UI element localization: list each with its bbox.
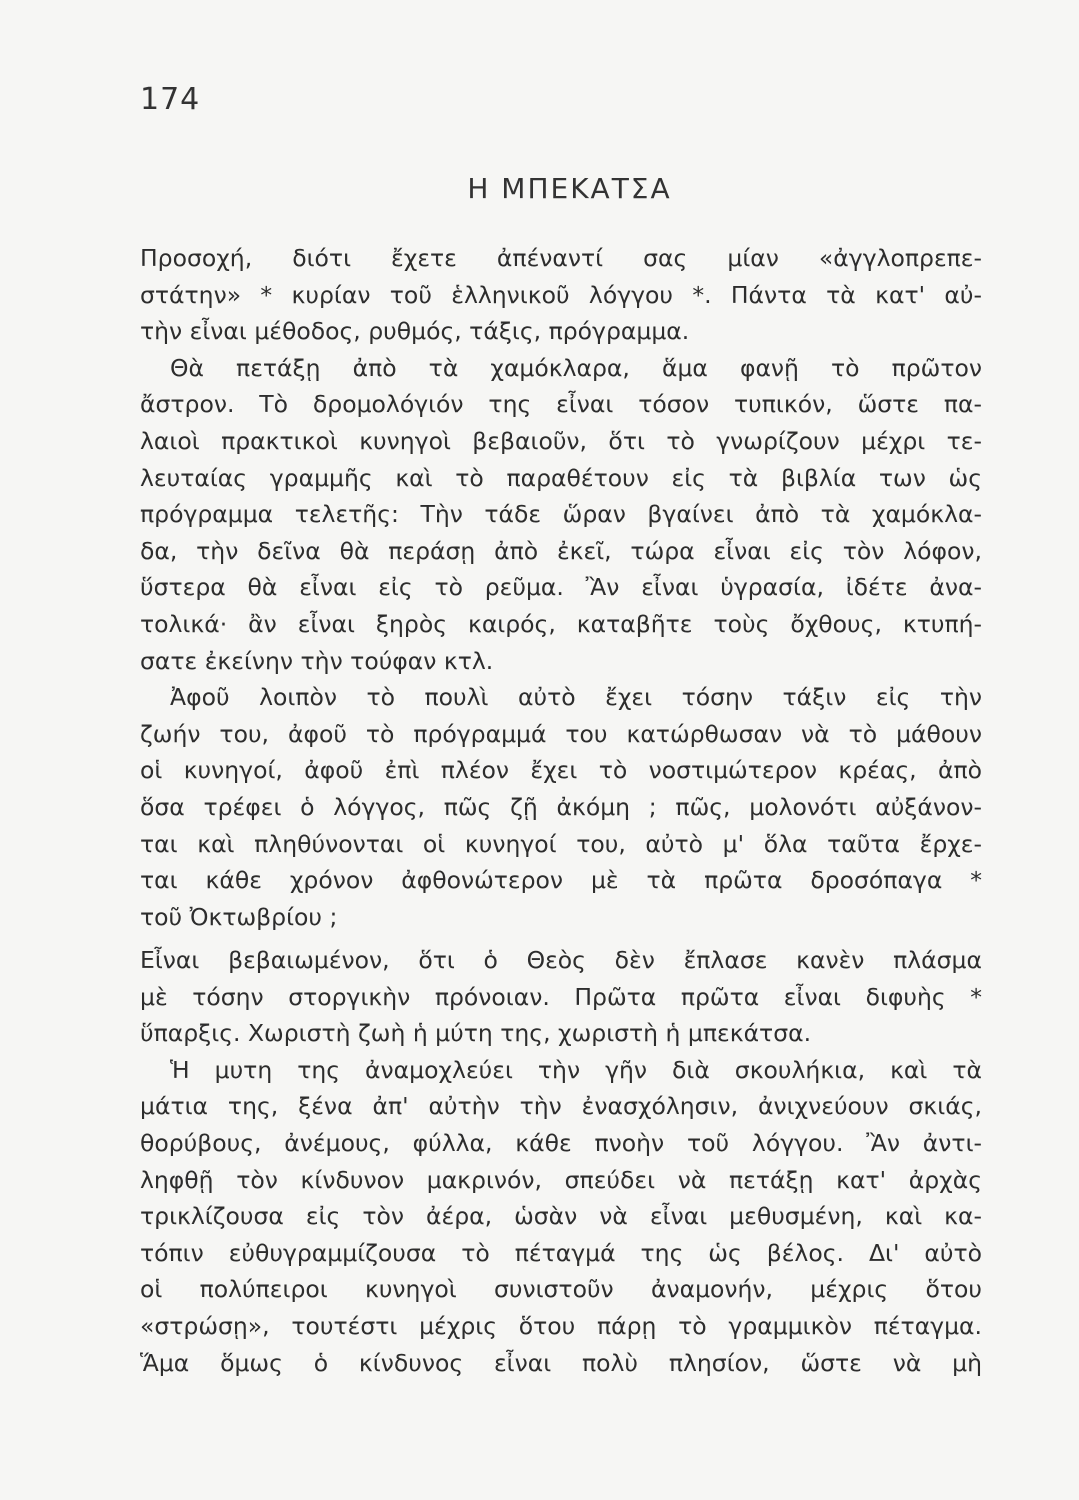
text-line: τὴν εἶναι μέθοδος, ρυθμός, τάξις, πρόγραμμα. [140, 317, 690, 346]
paragraph [140, 350, 982, 679]
text-line: τόπιν εὐθυγραμμίζουσα τὸ πέταγμά της ὡς βέλος. Δι' αὐτὸ [140, 1238, 982, 1267]
paragraph [140, 240, 982, 350]
text-line: μάτια της, ξένα ἀπ' αὐτὴν τὴν ἐνασχόλησιν, ἀνιχνεύουν σκιάς, [140, 1092, 982, 1121]
text-line: ληφθῇ τὸν κίνδυνον μακρινόν, σπεύδει νὰ πετάξῃ κατ' ἀρχὰς [140, 1165, 982, 1194]
text-line: ἄστρον. Τὸ δρομολόγιόν της εἶναι τόσον τυπικόν, ὥστε πα- [140, 390, 982, 419]
text-line: οἱ κυνηγοί, ἀφοῦ ἐπὶ πλέον ἔχει τὸ νοστιμώτερον κρέας, ἀπὸ [140, 756, 982, 785]
page-number: 174 [140, 82, 201, 117]
paragraph [140, 679, 982, 935]
paragraph [140, 1052, 982, 1381]
text-line: τρικλίζουσα εἰς τὸν ἀέρα, ὡσὰν νὰ εἶναι μεθυσμένη, καὶ κα- [140, 1202, 982, 1231]
text-line: λευταίας γραμμῆς καὶ τὸ παραθέτουν εἰς τὰ βιβλία των ὡς [140, 463, 982, 492]
text-section-2 [140, 942, 982, 1381]
text-line: ὕπαρξις. Χωριστὴ ζωὴ ἡ μύτη της, χωριστὴ ἡ μπεκάτσα. [140, 1019, 812, 1048]
text-line: λαιοὶ πρακτικοὶ κυνηγοὶ βεβαιοῦν, ὅτι τὸ γνωρίζουν μέχρι τε- [140, 426, 982, 455]
text-line: οἱ πολύπειροι κυνηγοὶ συνιστοῦν ἀναμονήν, μέχρις ὅτου [140, 1275, 982, 1304]
text-line: Θὰ πετάξῃ ἀπὸ τὰ χαμόκλαρα, ἅμα φανῇ τὸ πρῶτον [170, 353, 982, 382]
text-line: τοῦ Ὀκτωβρίου ; [140, 902, 338, 931]
text-line: Ἅμα ὅμως ὁ κίνδυνος εἶναι πολὺ πλησίον, ὥστε νὰ μὴ [140, 1348, 982, 1377]
text-line: πρόγραμμα τελετῆς: Τὴν τάδε ὥραν βγαίνει ἀπὸ τὰ χαμόκλα- [140, 500, 982, 529]
chapter-title: Η ΜΠΕΚΑΤΣΑ [467, 172, 672, 205]
text-section-1 [140, 240, 982, 935]
text-line: ται καὶ πληθύνονται οἱ κυνηγοί του, αὐτὸ μ' ὅλα ταῦτα ἔρχε- [140, 829, 982, 858]
text-line: ται κάθε χρόνον ἀφθονώτερον μὲ τὰ πρῶτα δροσόπαγα * [140, 866, 982, 895]
text-line: στάτην» * κυρίαν τοῦ ἑλληνικοῦ λόγγου *. Πάντα τὰ κατ' αὐ- [140, 280, 982, 309]
text-line: «στρώσῃ», τουτέστι μέχρις ὅτου πάρῃ τὸ γραμμικὸν πέταγμα. [140, 1311, 982, 1340]
text-line: ὅσα τρέφει ὁ λόγγος, πῶς ζῇ ἀκόμη ; πῶς, μολονότι αὐξάνον- [140, 792, 982, 821]
text-line: δα, τὴν δεῖνα θὰ περάσῃ ἀπὸ ἐκεῖ, τώρα εἶναι εἰς τὸν λόφον, [140, 536, 982, 565]
text-line: θορύβους, ἀνέμους, φύλλα, κάθε πνοὴν τοῦ λόγγου. Ἂν ἀντι- [140, 1128, 982, 1157]
text-line: σατε ἐκείνην τὴν τούφαν κτλ. [140, 646, 494, 675]
text-line: Προσοχή, διότι ἔχετε ἀπέναντί σας μίαν «ἀγγλοπρεπε- [140, 244, 982, 272]
text-line: τολικά· ἂν εἶναι ξηρὸς καιρός, καταβῆτε τοὺς ὄχθους, κτυπή- [140, 609, 982, 638]
text-line: μὲ τόσην στοργικὴν πρόνοιαν. Πρῶτα πρῶτα εἶναι διφυὴς * [140, 982, 982, 1011]
text-line: ὕστερα θὰ εἶναι εἰς τὸ ρεῦμα. Ἂν εἶναι ὑγρασία, ἰδέτε ἀνα- [140, 573, 982, 602]
text-line: Εἶναι βεβαιωμένον, ὅτι ὁ Θεὸς δὲν ἔπλασε κανὲν πλάσμα [140, 946, 982, 974]
paragraph [140, 942, 982, 1052]
text-line: ζωήν του, ἀφοῦ τὸ πρόγραμμά του κατώρθωσαν νὰ τὸ μάθουν [140, 719, 982, 748]
text-line: Ἀφοῦ λοιπὸν τὸ πουλὶ αὐτὸ ἔχει τόσην τάξιν εἰς τὴν [170, 683, 982, 712]
text-line: Ἡ μυτη της ἀναμοχλεύει τὴν γῆν διὰ σκουλήκια, καὶ τὰ [170, 1055, 982, 1084]
